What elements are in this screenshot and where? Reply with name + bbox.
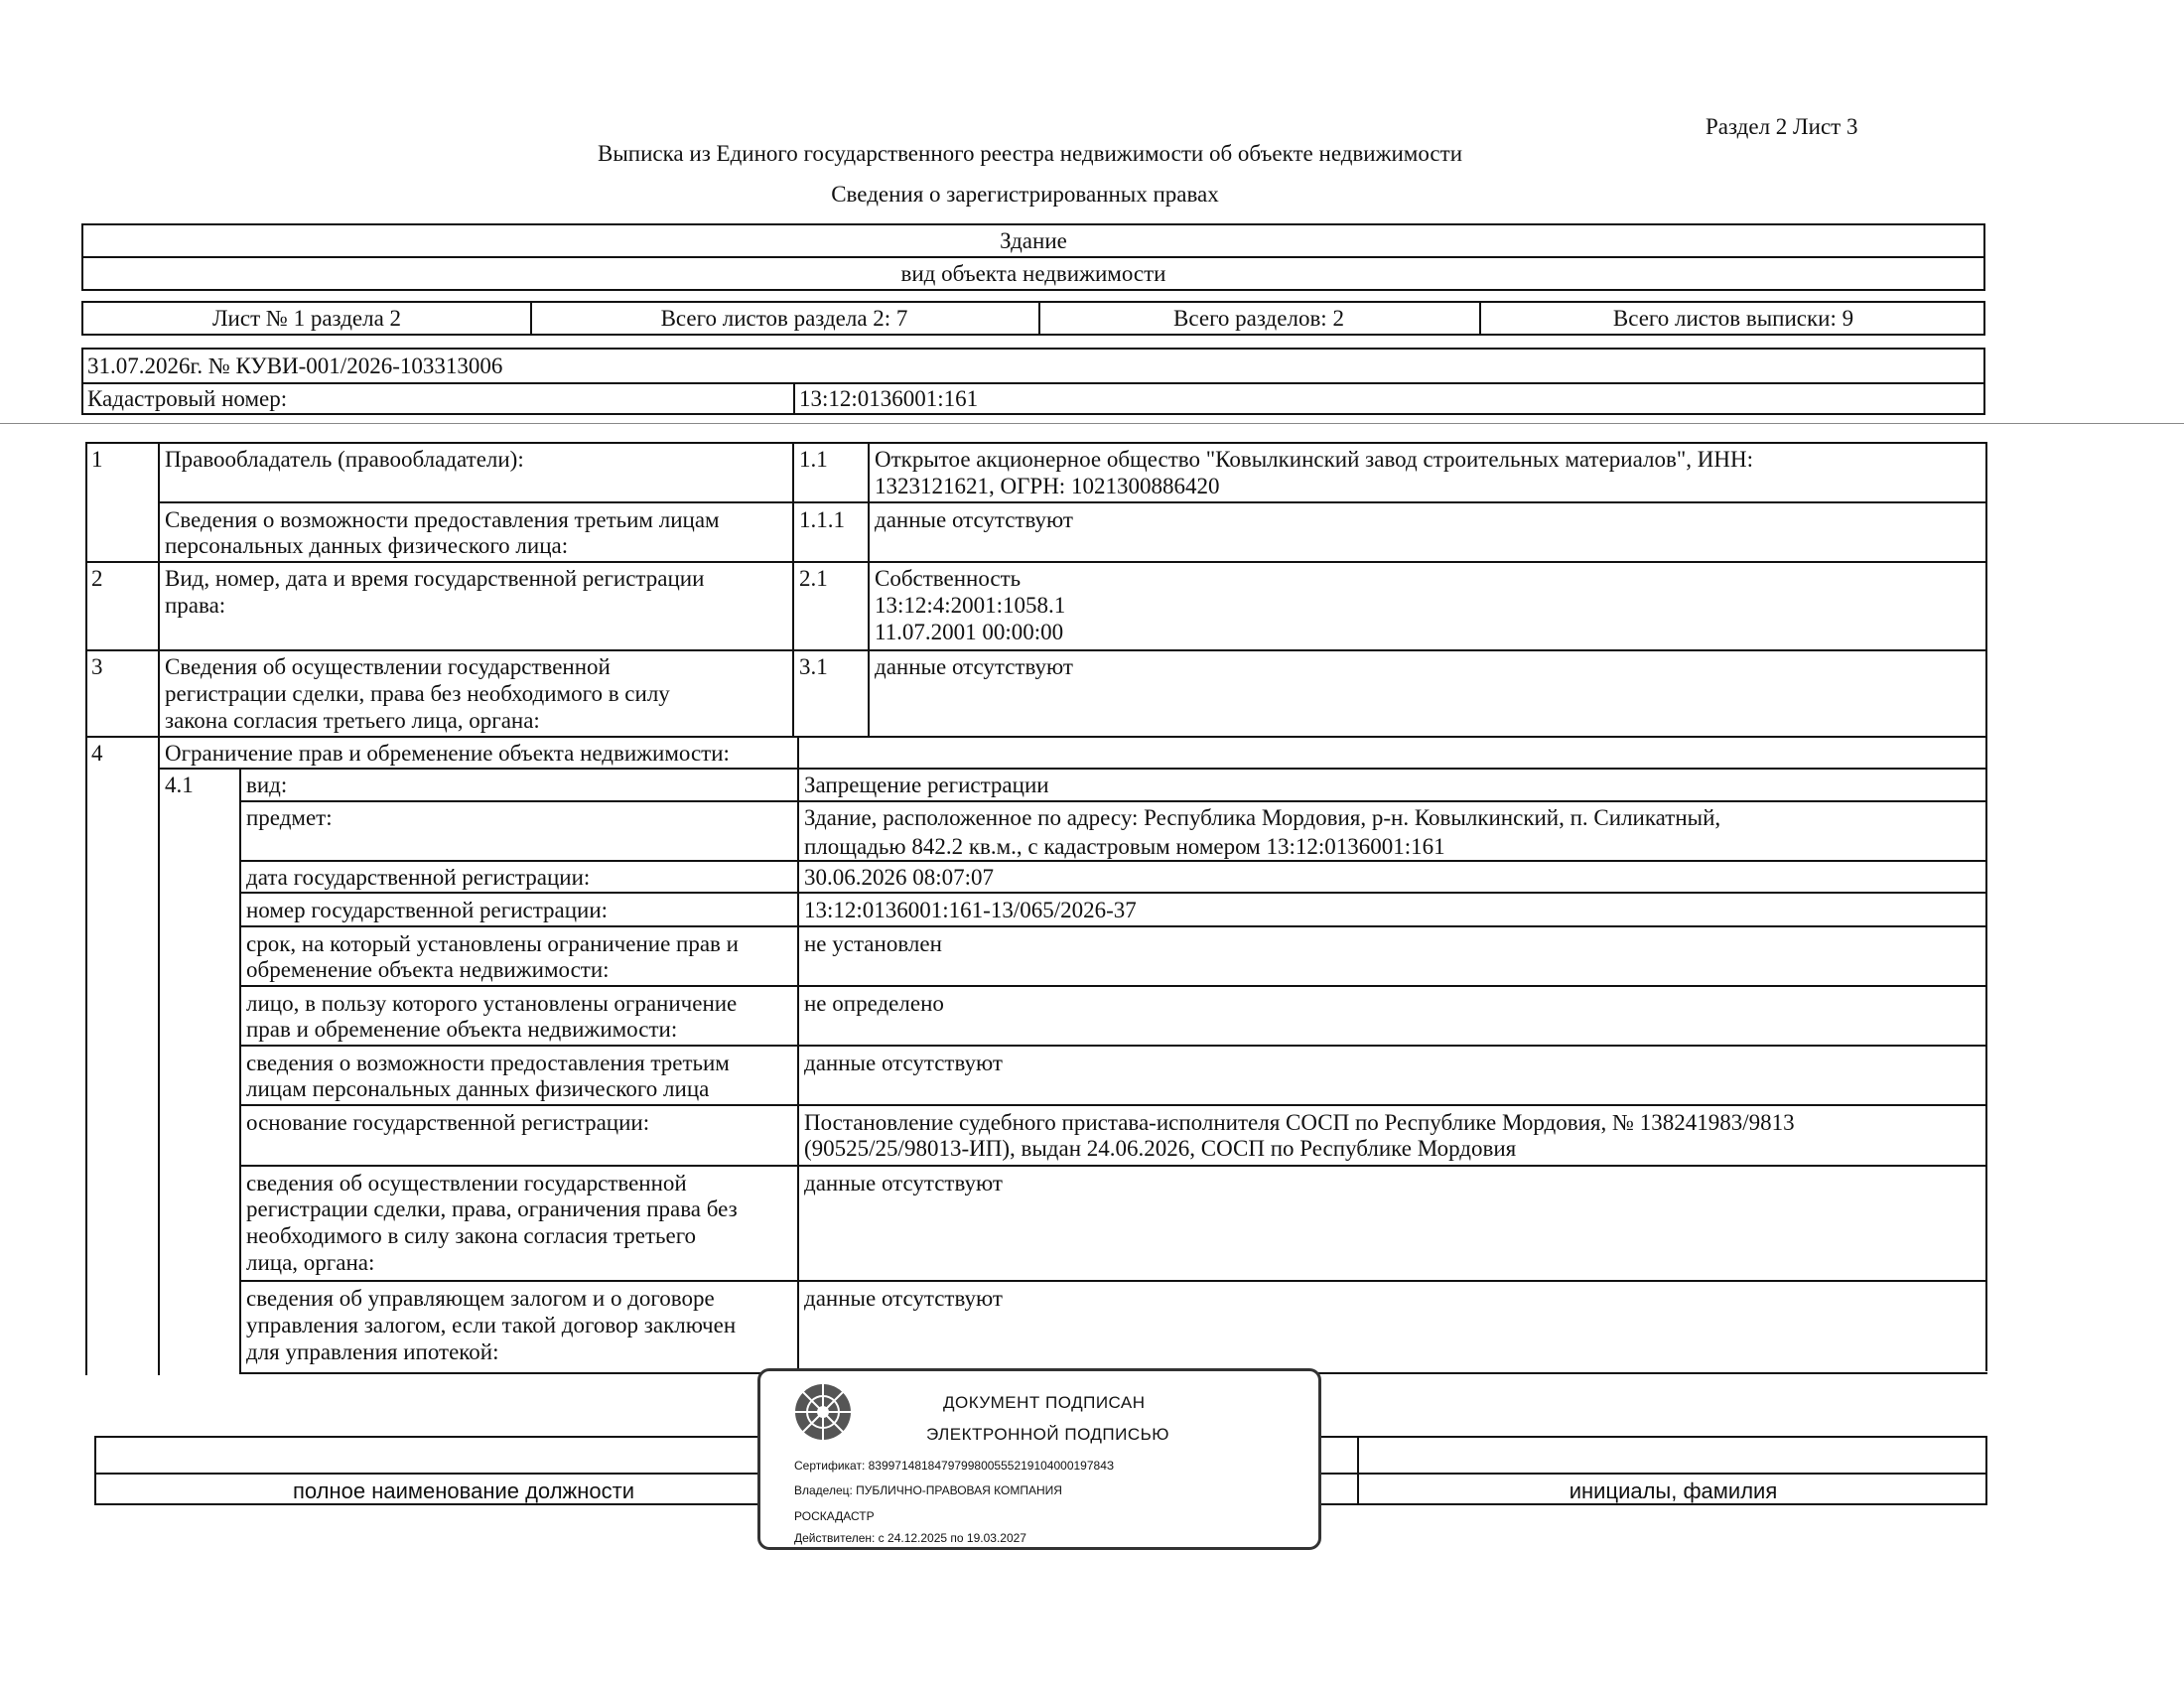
right-date-value: 11.07.2001 00:00:00: [875, 620, 1064, 644]
enc-subject-value-line2: площадью 842.2 кв.м., с кадастровым номером 13:12:0136001:161: [804, 834, 1445, 859]
name-caption: инициалы, фамилия: [1569, 1478, 1778, 1503]
document-subtitle: Сведения о зарегистрированных правах: [831, 182, 1219, 207]
enc-deal-label-line2: регистрации сделки, права, ограничения права без: [246, 1196, 738, 1221]
enc-term-value: не установлен: [804, 931, 942, 956]
enc-personal-data-label-line1: сведения о возможности предоставления третьим: [246, 1051, 730, 1075]
stamp-validity: Действителен: с 24.12.2025 по 19.03.2027: [794, 1531, 1026, 1545]
enc-term-label-line1: срок, на который установлены ограничение прав и: [246, 931, 739, 956]
enc-beneficiary-label-line1: лицо, в пользу которого установлены ограничение: [246, 991, 738, 1016]
enc-reg-number-label: номер государственной регистрации:: [246, 898, 609, 922]
scan-line: [0, 423, 2184, 424]
enc-subject-value-line1: Здание, расположенное по адресу: Республика Мордовия, р-н. Ковылкинский, п. Силикатный,: [804, 805, 1721, 830]
personal-data-value: данные отсутствуют: [875, 507, 1073, 532]
electronic-signature-stamp: [757, 1368, 1321, 1550]
enc-deal-value: данные отсутствуют: [804, 1171, 1003, 1196]
object-type-box: [81, 223, 1985, 291]
enc-pledge-label-line1: сведения об управляющем залогом и о договоре: [246, 1286, 715, 1311]
rightholder-value-line1: Открытое акционерное общество "Ковылкинский завод строительных материалов", ИНН:: [875, 447, 1753, 472]
object-type-caption: вид объекта недвижимости: [900, 261, 1166, 286]
enc-pledge-value: данные отсутствуют: [804, 1286, 1003, 1311]
right-type-value: Собственность: [875, 566, 1022, 591]
sheet-info-row: [81, 301, 1985, 336]
enc-beneficiary-value: не определено: [804, 991, 944, 1016]
enc-pledge-label-line3: для управления ипотекой:: [246, 1339, 499, 1364]
enc-reg-date-label: дата государственной регистрации:: [246, 865, 591, 890]
position-caption: полное наименование должности: [292, 1478, 634, 1503]
enc-deal-label-line3: необходимого в силу закона согласия третьего: [246, 1223, 697, 1248]
enc-basis-value-line1: Постановление судебного пристава-исполнителя СОСП по Республике Мордовия, № 138241983/9813: [804, 1110, 1795, 1135]
enc-deal-label-line1: сведения об осуществлении государственной: [246, 1171, 687, 1196]
row-3-1-number: 3.1: [799, 654, 828, 679]
deal-label-line1: Сведения об осуществлении государственной: [165, 654, 611, 679]
stamp-certificate: Сертификат: 839971481847979980055521910400019784З: [794, 1459, 1115, 1473]
right-number-value: 13:12:4:2001:1058.1: [875, 593, 1066, 618]
enc-type-value: Запрещение регистрации: [804, 773, 1049, 797]
total-section-sheets: Всего листов раздела 2: 7: [660, 306, 908, 331]
encumbrance-title: Ограничение прав и обременение объекта недвижимости:: [165, 741, 730, 766]
enc-basis-value-line2: (90525/25/98013-ИП), выдан 24.06.2026, СОСП по Республике Мордовия: [804, 1136, 1517, 1161]
enc-deal-label-line4: лица, органа:: [246, 1250, 375, 1275]
deal-label-line3: закона согласия третьего лица, органа:: [165, 708, 540, 733]
stamp-line2: ЭЛЕКТРОННОЙ ПОДПИСЬЮ: [926, 1425, 1169, 1444]
document-title: Выписка из Единого государственного реестра недвижимости об объекте недвижимости: [597, 141, 1462, 166]
cadastral-number: 13:12:0136001:161: [799, 386, 979, 411]
registration-label-line2: права:: [165, 593, 226, 618]
row-4-number: 4: [91, 741, 103, 766]
enc-pledge-label-line2: управления залогом, если такой договор заключен: [246, 1313, 737, 1337]
enc-basis-label: основание государственной регистрации:: [246, 1110, 650, 1135]
personal-data-label-line2: персональных данных физического лица:: [165, 533, 569, 558]
row-1-1-number: 1.1: [799, 447, 828, 472]
object-type: Здание: [1000, 228, 1067, 253]
extract-date-number: 31.07.2026г. № КУВИ-001/2026-103313006: [87, 353, 503, 378]
enc-personal-data-value: данные отсутствуют: [804, 1051, 1003, 1075]
sheet-number: Лист № 1 раздела 2: [211, 306, 402, 331]
row-2-number: 2: [91, 566, 103, 591]
enc-reg-date-value: 30.06.2026 08:07:07: [804, 865, 995, 890]
row-4-1-number: 4.1: [165, 773, 194, 797]
enc-beneficiary-label-line2: прав и обременение объекта недвижимости:: [246, 1017, 678, 1042]
rightholder-value-line2: 1323121621, ОГРН: 1021300886420: [875, 474, 1220, 498]
personal-data-label-line1: Сведения о возможности предоставления третьим лицам: [165, 507, 720, 532]
stamp-line1: ДОКУМЕНТ ПОДПИСАН: [943, 1393, 1146, 1412]
section-sheet-label: Раздел 2 Лист 3: [1706, 114, 1858, 139]
stamp-owner: Владелец: ПУБЛИЧНО-ПРАВОВАЯ КОМПАНИЯ: [794, 1483, 1062, 1497]
row-1-1-1-number: 1.1.1: [799, 507, 845, 532]
cadastral-label: Кадастровый номер:: [87, 386, 288, 411]
deal-value: данные отсутствуют: [875, 654, 1073, 679]
rosreestr-emblem-icon: [792, 1381, 854, 1443]
rightholder-label: Правообладатель (правообладатели):: [165, 447, 524, 472]
total-sections: Всего разделов: 2: [1173, 306, 1344, 331]
registration-label-line1: Вид, номер, дата и время государственной регистрации: [165, 566, 705, 591]
deal-label-line2: регистрации сделки, права без необходимого в силу: [165, 681, 670, 706]
enc-term-label-line2: обременение объекта недвижимости:: [246, 957, 610, 982]
stamp-owner-line2: РОСКАДАСТР: [794, 1509, 875, 1523]
row-3-number: 3: [91, 654, 103, 679]
enc-type-label: вид:: [246, 773, 288, 797]
enc-subject-label: предмет:: [246, 805, 333, 830]
row-2-1-number: 2.1: [799, 566, 828, 591]
enc-personal-data-label-line2: лицам персональных данных физического лица: [246, 1076, 710, 1101]
row-1-number: 1: [91, 447, 103, 472]
total-sheets: Всего листов выписки: 9: [1612, 306, 1854, 331]
enc-reg-number-value: 13:12:0136001:161-13/065/2026-37: [804, 898, 1137, 922]
extract-info-box: [81, 348, 1985, 415]
